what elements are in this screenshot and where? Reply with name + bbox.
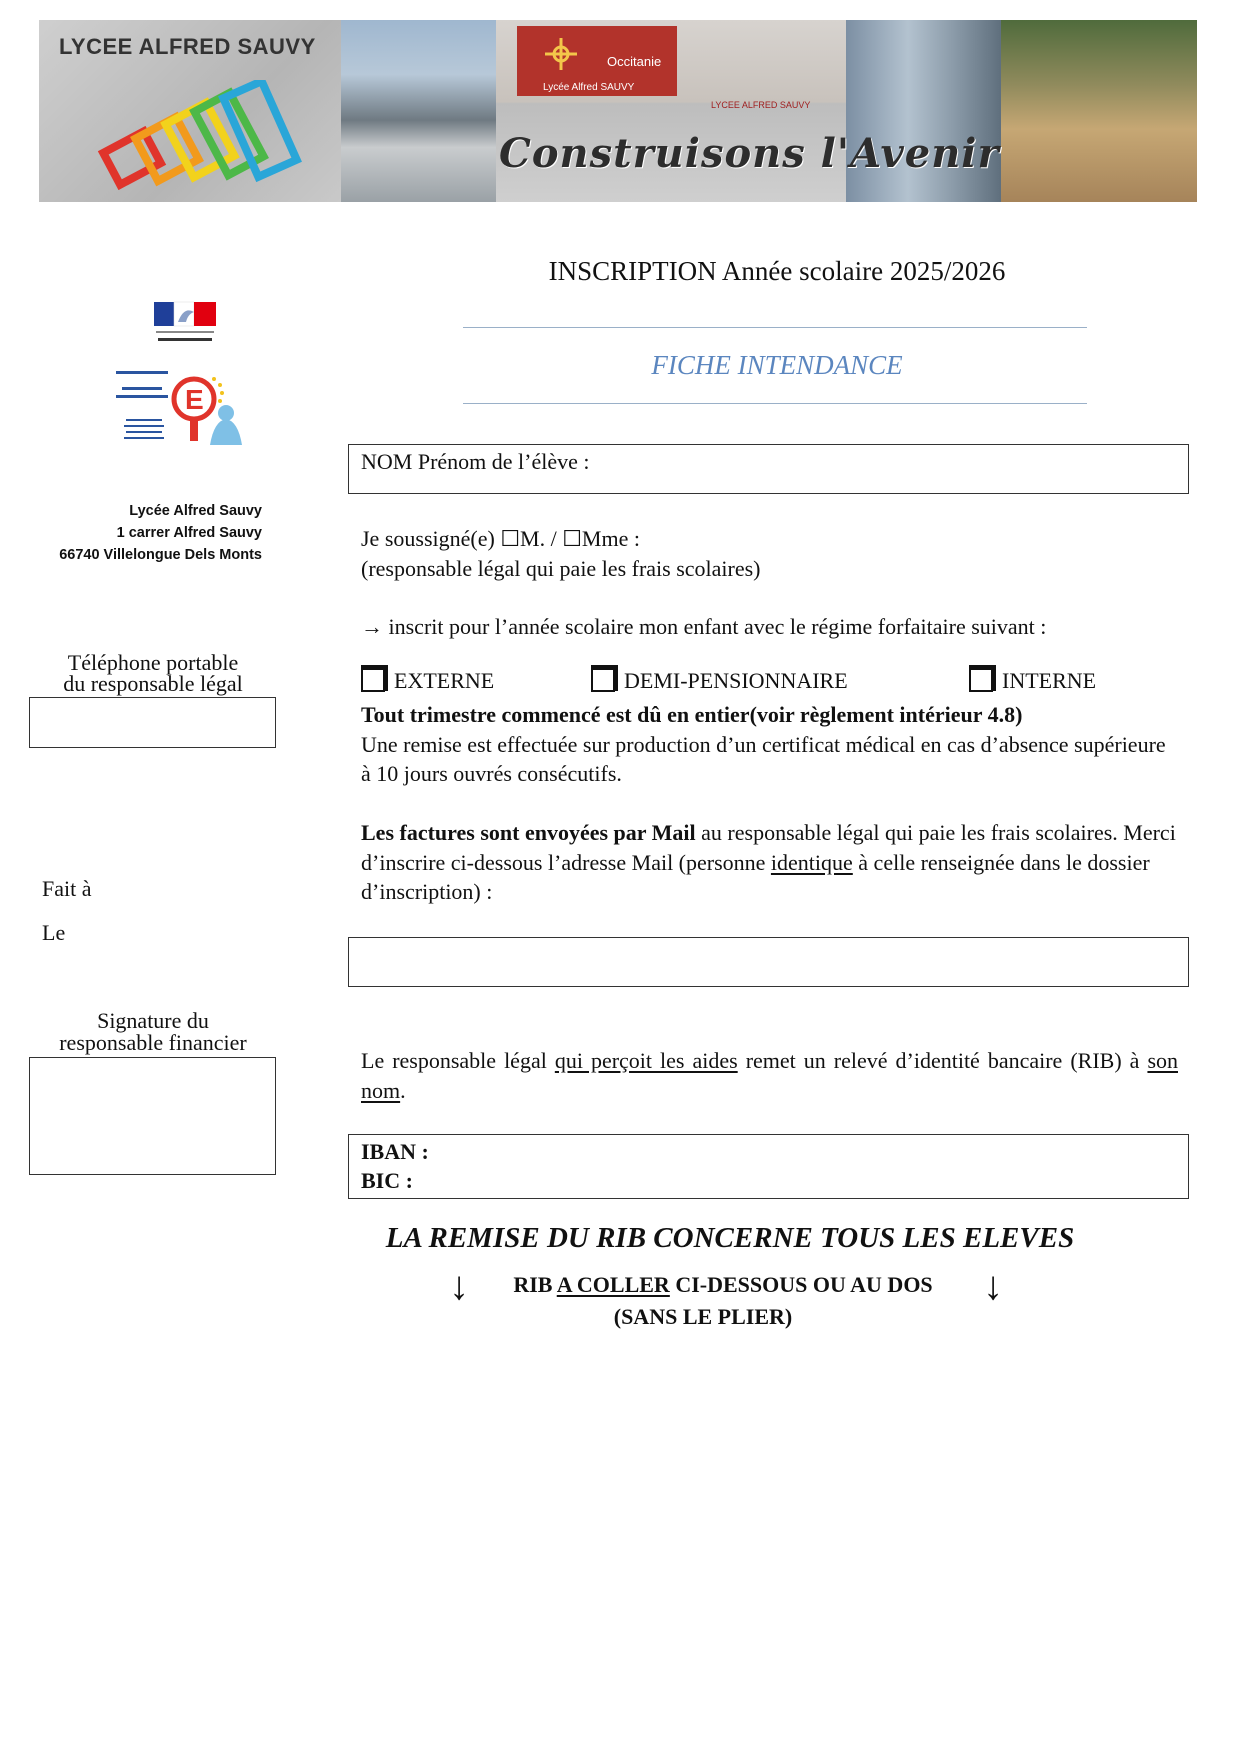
- factures-text-2: à celle renseignée dans le dossier d’inscription) :: [361, 849, 1150, 904]
- iban-label: IBAN :: [361, 1139, 429, 1164]
- coller-underlined: A COLLER: [556, 1272, 670, 1297]
- banner-castle-photo: [1001, 20, 1197, 202]
- student-name-label: NOM Prénom de l’élève :: [361, 449, 590, 474]
- school-address: [40, 500, 262, 566]
- checkbox-icon[interactable]: [969, 668, 993, 692]
- regime-demi-pensionnaire-option[interactable]: [591, 666, 848, 696]
- inscrit-text: → inscrit pour l’année scolaire mon enfant avec le régime forfaitaire suivant :: [361, 614, 1047, 639]
- svg-text:E: E: [185, 384, 204, 415]
- header-banner: [39, 20, 1197, 202]
- rib-underlined-2: son nom: [361, 1048, 1178, 1103]
- title-divider-bottom: [463, 403, 1087, 404]
- address-line-name: Lycée Alfred Sauvy: [129, 503, 262, 519]
- checkbox-icon[interactable]: [591, 668, 615, 692]
- banner-mountain-photo: [341, 20, 496, 202]
- factures-underlined: identique: [770, 849, 853, 875]
- label-excellence-etwinning-logo: [114, 365, 258, 453]
- address-line-city: 66740 Villelongue Dels Monts: [59, 547, 262, 563]
- region-name: Occitanie: [607, 54, 662, 69]
- civility-checkboxes[interactable]: ☐M. / ☐Mme :: [500, 526, 640, 551]
- banner-slogan: Construisons l'Avenir: [499, 130, 1000, 177]
- signature-box[interactable]: [29, 1057, 276, 1175]
- soussigne-block: [361, 524, 1178, 583]
- regime-demi-pensionnaire-label: DEMI-PENSIONNAIRE: [624, 668, 848, 693]
- regime-interne-option[interactable]: [969, 666, 1096, 696]
- region-occitanie-logo: [517, 26, 677, 96]
- soussigne-note: (responsable légal qui paie les frais scolaires): [361, 555, 761, 581]
- address-line-street: 1 carrer Alfred Sauvy: [116, 525, 262, 541]
- soussigne-line: [361, 524, 1178, 554]
- rib-text-2: remet un relevé d’identité bancaire (RIB) à: [737, 1048, 1148, 1073]
- email-field[interactable]: [348, 937, 1189, 987]
- rib-text-3: .: [400, 1077, 406, 1103]
- coller-suffix: CI-DESSOUS OU AU DOS: [669, 1272, 933, 1297]
- banner-school-name: LYCEE ALFRED SAUVY: [59, 34, 316, 59]
- title-divider-top: [463, 327, 1087, 328]
- bic-label: BIC :: [361, 1168, 413, 1193]
- iban-bic-field[interactable]: [348, 1134, 1189, 1199]
- regime-interne-label: INTERNE: [1002, 668, 1097, 693]
- factures-text-1: au responsable légal qui paie les frais scolaires. Merci d’inscrire ci-dessous l’adresse Mail (personne: [361, 820, 1176, 875]
- occitan-cross-icon: [531, 34, 591, 74]
- phone-label-line2: du responsable légal: [63, 671, 243, 696]
- phone-field-label: [30, 652, 276, 694]
- remise-medical-text: Une remise est effectuée sur production d’un certificat médical en cas d’absence supérieure à 10 jours ouvrés consécutifs.: [361, 731, 1166, 786]
- fait-a-label: Fait à: [42, 876, 92, 901]
- rib-underlined-1: qui perçoit les aides: [554, 1048, 738, 1073]
- sans-plier-note: (SANS LE PLIER): [613, 1304, 793, 1329]
- rib-text-1: Le responsable légal: [361, 1048, 555, 1073]
- regime-options: [361, 666, 1178, 698]
- marianne-republique-logo: [152, 300, 218, 346]
- fiche-title: FICHE INTENDANCE: [651, 350, 903, 380]
- date-le-label: Le: [42, 920, 66, 945]
- trimestre-rule: Tout trimestre commencé est dû en entier(voir règlement intérieur 4.8): [361, 702, 1023, 727]
- student-name-field[interactable]: [348, 444, 1189, 494]
- school-logo-icon: [89, 80, 329, 200]
- coller-prefix: RIB: [513, 1272, 557, 1297]
- soussigne-prefix: Je soussigné(e): [361, 526, 501, 551]
- signature-label-line1: Signature du: [97, 1008, 209, 1033]
- factures-paragraph: [361, 818, 1178, 907]
- trimestre-paragraph: [361, 700, 1178, 789]
- signature-label-line2: responsable financier: [59, 1030, 247, 1055]
- phone-input-box[interactable]: [29, 697, 276, 748]
- signature-label: [30, 1010, 276, 1054]
- checkbox-icon[interactable]: [361, 668, 385, 692]
- rib-paste-instruction: [478, 1272, 968, 1298]
- banner-building-label: LYCEE ALFRED SAUVY: [711, 100, 811, 110]
- factures-bold: Les factures sont envoyées par Mail: [361, 820, 696, 845]
- region-school-name: Lycée Alfred SAUVY: [543, 82, 635, 93]
- regime-externe-option[interactable]: [361, 666, 494, 696]
- rib-paragraph: [361, 1046, 1178, 1105]
- rib-notice-heading: LA REMISE DU RIB CONCERNE TOUS LES ELEVES: [385, 1222, 1075, 1254]
- page-title: INSCRIPTION Année scolaire 2025/2026: [548, 256, 1006, 286]
- arrow-down-icon: ↓: [449, 1263, 469, 1308]
- regime-externe-label: EXTERNE: [394, 668, 495, 693]
- phone-label-line1: Téléphone portable: [67, 650, 239, 675]
- arrow-down-icon: ↓: [983, 1263, 1003, 1308]
